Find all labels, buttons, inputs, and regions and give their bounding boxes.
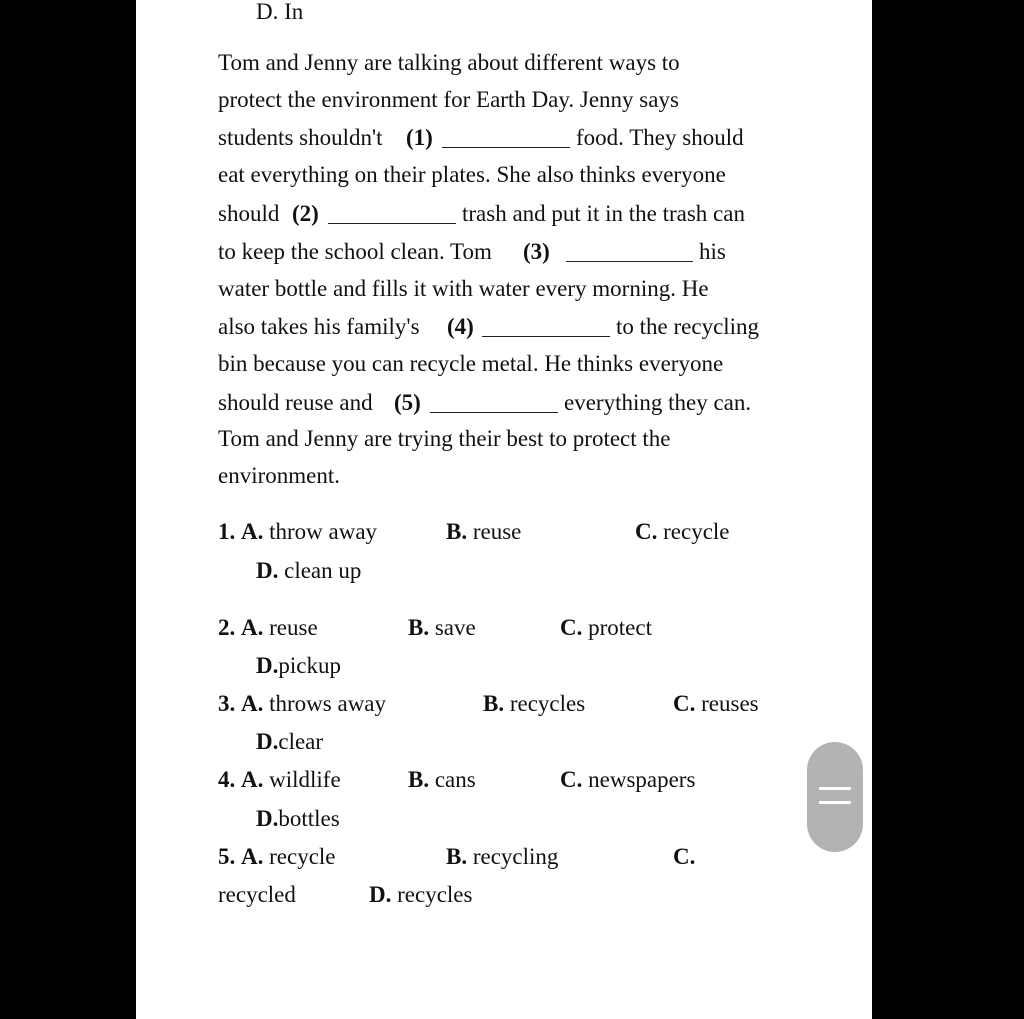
question-5-option-a: 5. A. recycle xyxy=(218,844,336,869)
blank-line-5 xyxy=(430,412,558,413)
question-1-option-d: D. clean up xyxy=(256,558,362,583)
question-1-option-a: 1. A. throw away xyxy=(218,519,378,544)
question-5-option-b: B. recycling xyxy=(446,844,559,869)
passage-line: water bottle and fills it with water every morning. He xyxy=(218,276,709,301)
passage-line: students shouldn't xyxy=(218,125,383,150)
question-3-option-b: B. recycles xyxy=(483,691,586,716)
question-4-option-d: D.bottles xyxy=(256,806,340,831)
question-3-option-d: D.clear xyxy=(256,729,324,754)
passage-line: food. They should xyxy=(576,125,744,150)
passage-line: should reuse and xyxy=(218,390,373,415)
blank-number-1: (1) xyxy=(406,125,433,150)
scroll-handle[interactable] xyxy=(807,742,863,852)
question-1-option-c: C. recycle xyxy=(635,519,730,544)
passage-line: should xyxy=(218,201,280,226)
question-3-option-a: 3. A. throws away xyxy=(218,691,387,716)
grip-line-icon xyxy=(819,787,851,790)
question-3-option-c: C. reuses xyxy=(673,691,759,716)
blank-number-3: (3) xyxy=(523,239,550,264)
blank-line-2 xyxy=(328,223,456,224)
question-4-option-b: B. cans xyxy=(408,767,476,792)
top-option-text: D. In xyxy=(256,0,304,24)
passage-line: to the recycling xyxy=(616,314,760,339)
passage-line: his xyxy=(699,239,726,264)
blank-number-4: (4) xyxy=(447,314,474,339)
grip-line-icon xyxy=(819,801,851,804)
question-4-option-c: C. newspapers xyxy=(560,767,696,792)
passage-line: bin because you can recycle metal. He thinks everyone xyxy=(218,351,724,376)
question-5-option-c-letter: C. xyxy=(673,844,696,869)
passage-line: environment. xyxy=(218,463,340,488)
question-2-option-a: 2. A. reuse xyxy=(218,615,318,640)
passage-line: also takes his family's xyxy=(218,314,420,339)
blank-number-5: (5) xyxy=(394,390,421,415)
passage-line: everything they can. xyxy=(564,390,752,415)
question-2-option-d: D.pickup xyxy=(256,653,341,678)
blank-line-1 xyxy=(442,147,570,148)
question-5-option-d: D. recycles xyxy=(369,882,473,907)
document-page xyxy=(136,0,872,1019)
blank-number-2: (2) xyxy=(292,201,319,226)
passage-line: Tom and Jenny are talking about different ways to xyxy=(218,50,680,75)
passage-line: to keep the school clean. Tom xyxy=(218,239,492,264)
blank-line-4 xyxy=(482,336,610,337)
question-1-option-b: B. reuse xyxy=(446,519,522,544)
blank-line-3 xyxy=(566,261,693,262)
question-2-option-b: B. save xyxy=(408,615,476,640)
passage-line: trash and put it in the trash can xyxy=(462,201,745,226)
passage-line: protect the environment for Earth Day. Jenny says xyxy=(218,87,679,112)
passage-line: eat everything on their plates. She also thinks everyone xyxy=(218,162,726,187)
question-2-option-c: C. protect xyxy=(560,615,652,640)
question-4-option-a: 4. A. wildlife xyxy=(218,767,341,792)
question-5-option-c-text: recycled xyxy=(218,882,296,907)
passage-line: Tom and Jenny are trying their best to protect the xyxy=(218,426,671,451)
